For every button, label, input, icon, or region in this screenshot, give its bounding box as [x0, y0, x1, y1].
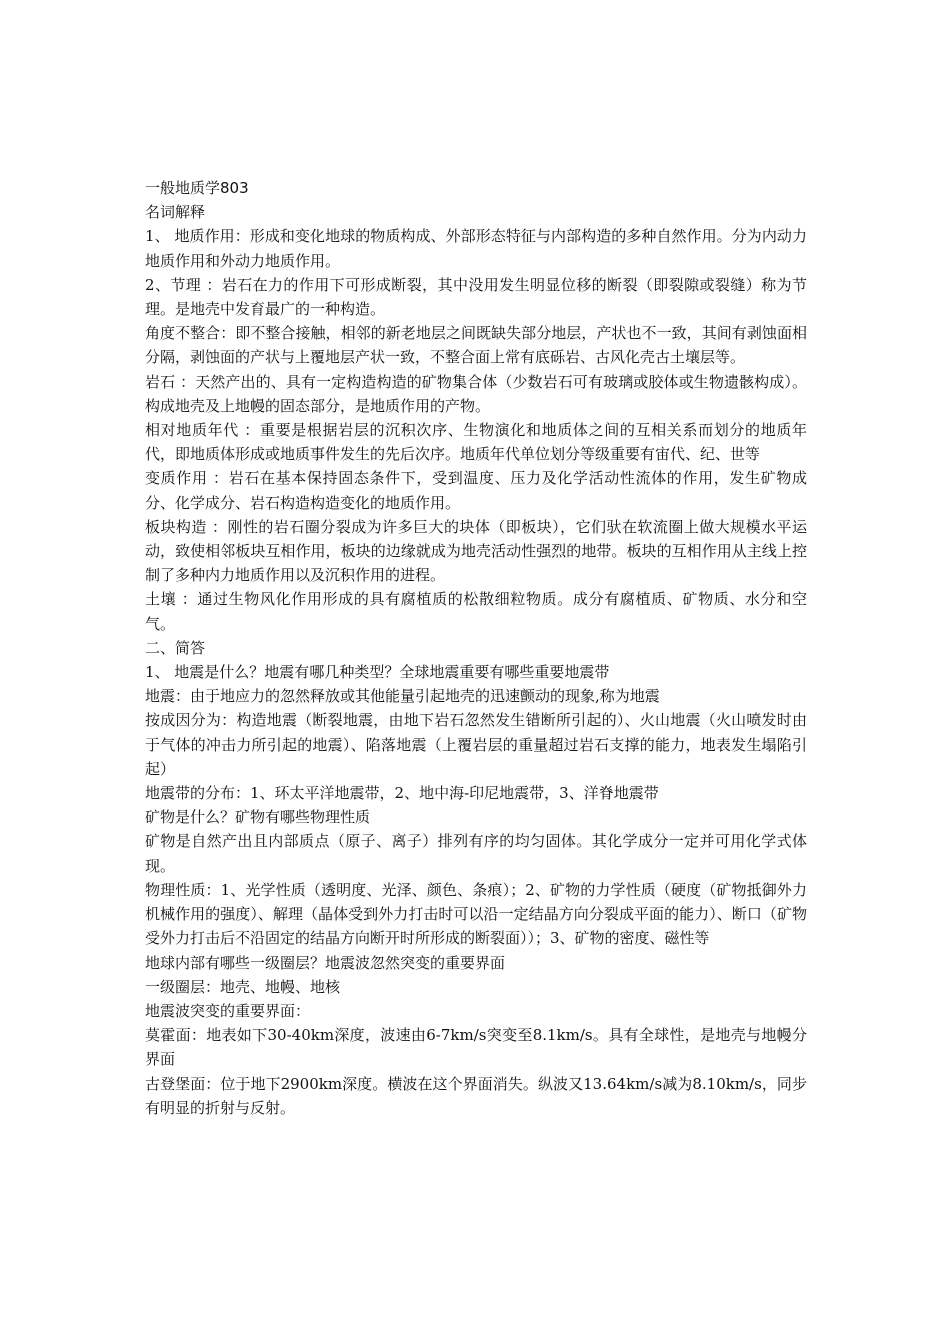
paragraph: 2、节理 ：岩石在力的作用下可形成断裂，其中没用发生明显位移的断裂（即裂隙或裂缝）称为节理。是地壳中发育最广的一种构造。: [145, 275, 807, 319]
paragraph: 角度不整合：即不整合接触，相邻的新老地层之间既缺失部分地层，产状也不一致，其间有剥蚀面相分隔，剥蚀面的产状与上覆地层产状一致，不整合面上常有底砾岩、古风化壳古土壤层等。: [145, 324, 807, 367]
question-heading: 地球内部有哪些一级圈层？地震波忽然突变的重要界面: [145, 953, 506, 972]
paragraph: 一级圈层：地壳、地幔、地核: [145, 977, 341, 996]
paragraph: 土壤 ：通过生物风化作用形成的具有腐植质的松散细粒物质。成分有腐植质、矿物质、水分和空气。: [145, 590, 807, 633]
question-heading: 1、 地震是什么？地震有哪几种类型？全球地震重要有哪些重要地震带: [145, 663, 610, 682]
paragraph: 地震带的分布：1、环太平洋地震带，2、地中海-印尼地震带，3、洋脊地震带: [145, 784, 659, 803]
paragraph: 物理性质：1、光学性质（透明度、光泽、颜色、条痕）；2、矿物的力学性质（硬度（矿物抵御外力机械作用的强度）、解理（晶体受到外力打击时可以沿一定结晶方向分裂成平面的能力）、断口（矿物受外力打击后不沿固定的结晶方向断开时所形成的断裂面））；3、矿物的密度、磁性等: [145, 880, 807, 948]
paragraph: 相对地质年代 ：重要是根据岩层的沉积次序、生物演化和地质体之间的互相关系而划分的地质年代，即地质体形成或地质事件发生的先后次序。地质年代单位划分等级重要有宙代、纪、世等: [145, 421, 807, 464]
paragraph: 岩石 ：天然产出的、具有一定构造构造的矿物集合体（少数岩石可有玻璃或胶体或生物遗骸构成）。构成地壳及上地幔的固态部分，是地质作用的产物。: [145, 372, 807, 415]
section-heading: 名词解释: [145, 203, 206, 222]
document-title: 一般地质学803: [145, 179, 249, 197]
paragraph: 地震：由于地应力的忽然释放或其他能量引起地壳的迅速颤动的现象,称为地震: [145, 687, 660, 706]
paragraph: 按成因分为：构造地震（断裂地震，由地下岩石忽然发生错断所引起的）、火山地震（火山喷发时由于气体的冲击力所引起的地震）、陷落地震（上覆岩层的重量超过岩石支撑的能力，地表发生塌陷引起）: [145, 711, 807, 778]
paragraph: 古登堡面：位于地下2900km深度。横波在这个界面消失。纵波又13.64km/s减为8.10km/s，同步有明显的折射与反射。: [145, 1074, 807, 1117]
question-heading: 矿物是什么？矿物有哪些物理性质: [145, 808, 371, 827]
paragraph: 板块构造 ：刚性的岩石圈分裂成为许多巨大的块体（即板块），它们驮在软流圈上做大规模水平运动，致使相邻板块互相作用，板块的边缘就成为地壳活动性强烈的地带。板块的互相作用从主线上控制了多种内力地质作用以及沉积作用的进程。: [145, 517, 807, 585]
paragraph: 1、 地质作用：形成和变化地球的物质构成、外部形态特征与内部构造的多种自然作用。分为内动力地质作用和外动力地质作用。: [145, 227, 807, 270]
paragraph: 莫霍面：地表如下30-40km深度，波速由6-7km/s突变至8.1km/s。具有全球性，是地壳与地幔分界面: [145, 1026, 807, 1069]
paragraph: 矿物是自然产出且内部质点（原子、离子）排列有序的均匀固体。其化学成分一定并可用化学式体现。: [145, 832, 807, 875]
paragraph: 地震波突变的重要界面：: [145, 1001, 311, 1020]
paragraph: 变质作用 ：岩石在基本保持固态条件下，受到温度、压力及化学活动性流体的作用，发生矿物成分、化学成分、岩石构造构造变化的地质作用。: [145, 469, 807, 512]
document-page: [145, 176, 807, 1120]
section-heading: 二、简答: [145, 638, 206, 657]
